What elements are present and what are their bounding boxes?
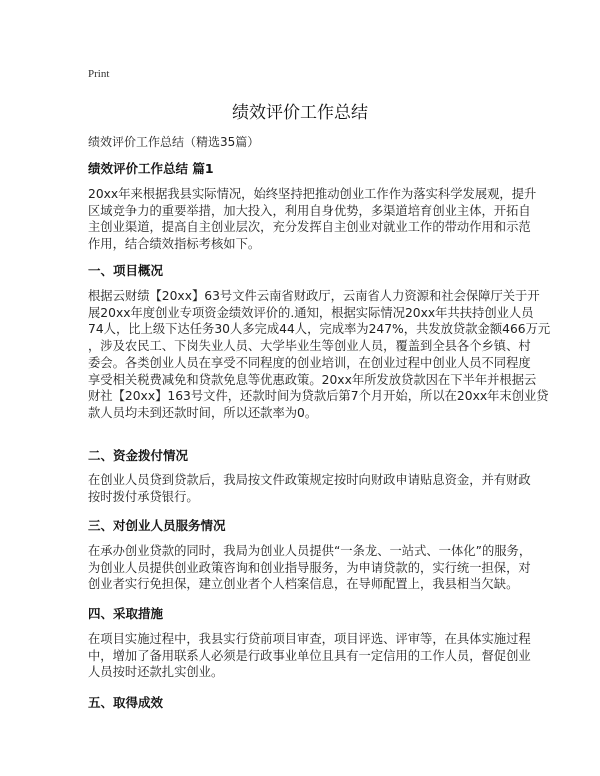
section-paragraph: [88, 631, 531, 681]
text-line: 按时拨付承贷银行。: [88, 489, 199, 504]
section-paragraph: [88, 288, 551, 422]
text-line: ，涉及农民工、下岗失业人员、大学毕业生等创业人员，覆盖到全县各个乡镇、村: [88, 339, 531, 354]
subtitle: 绩效评价工作总结（精选35篇）: [88, 135, 260, 149]
text-line: 20xx年来根据我县实际情况，始终坚持把推动创业工作作为落实科学发展观，提升: [88, 187, 537, 201]
text-line: 主创业渠道，提高自主创业层次，充分发挥自主创业对就业工作的带动作用和示范: [88, 220, 531, 235]
print-link[interactable]: Print: [88, 68, 110, 80]
text-line: 作用，结合绩效指标考核如下。: [88, 237, 261, 252]
text-line: 财社【20xx】163号文件，还款时间为贷款后第7个月开始，所以在20xx年末创业贷: [88, 389, 549, 404]
section-paragraph: [88, 543, 532, 593]
text-line: 74人，比上级下达任务30人多完成44人，完成率为247%，共发放贷款金额466万元: [88, 322, 551, 337]
text-line: 展20xx年度创业专项资金绩效评价的.通知，根据实际情况20xx年共扶持创业人员: [88, 305, 534, 320]
text-line: 款人员均未到还款时间，所以还款率为0。: [88, 405, 318, 420]
text-line: 享受相关税费减免和贷款免息等优惠政策。20xx年所发放贷款因在下半年并根据云: [88, 372, 537, 387]
text-line: 创业者实行免担保，建立创业者个人档案信息，在导师配置上，我县相当欠缺。: [88, 577, 519, 592]
text-line: 中，增加了备用联系人必须是行政事业单位且具有一定信用的工作人员，督促创业: [88, 648, 531, 663]
intro-paragraph: [88, 186, 537, 253]
page-title: 绩效评价工作总结: [232, 103, 368, 123]
text-line: 在创业人员贷到贷款后，我局按文件政策规定按时向财政申请贴息资金，并有财政: [88, 473, 531, 487]
text-line: 人员按时还款扎实创业。: [88, 665, 224, 680]
section-heading: 二、资金拨付情况: [88, 448, 189, 463]
text-line: 区域竞争力的重要举措，加大投入，利用自身优势，多渠道培育创业主体，开拓自: [88, 203, 531, 218]
section-heading: 五、取得成效: [88, 695, 164, 710]
section-heading: 三、对创业人员服务情况: [88, 518, 226, 533]
section-paragraph: [88, 472, 531, 505]
section-heading: 一、项目概况: [88, 263, 164, 278]
text-line: 根据云财绩【20xx】63号文件云南省财政厅，云南省人力资源和社会保障厅关于开: [88, 289, 540, 303]
section-heading: 四、采取措施: [88, 606, 164, 621]
article-heading: 绩效评价工作总结 篇1: [88, 161, 214, 176]
text-line: 为创业人员提供创业政策咨询和创业指导服务，为申请贷款的，实行统一担保，对: [88, 560, 531, 575]
text-line: 在承办创业贷款的同时，我局为创业人员提供“一条龙、一站式、一体化”的服务，: [88, 544, 532, 558]
text-line: 委会。各类创业人员在享受不同程度的创业培训，在创业过程中创业人员不同程度: [88, 355, 531, 370]
text-line: 在项目实施过程中，我县实行贷前项目审查，项目评选、评审等，在具体实施过程: [88, 632, 531, 646]
